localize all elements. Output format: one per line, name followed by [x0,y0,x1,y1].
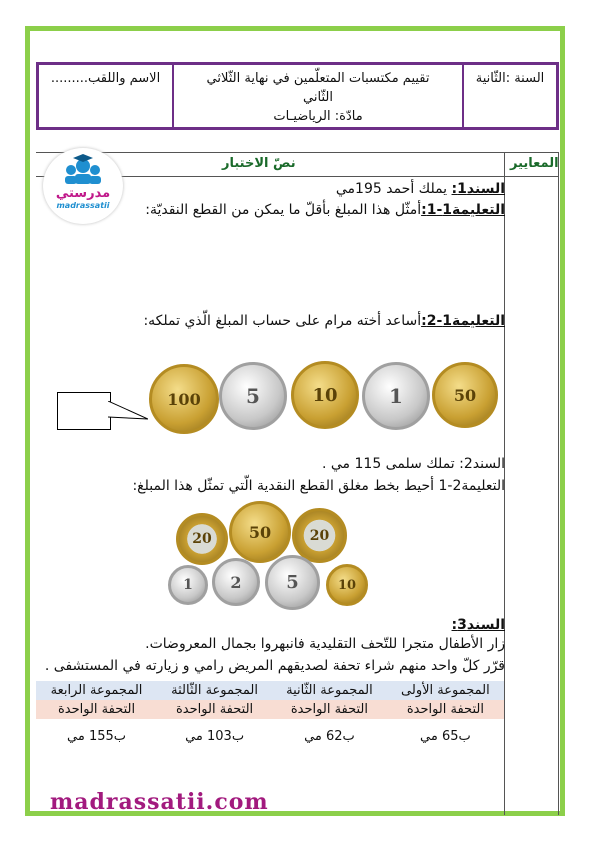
answer-box[interactable] [57,392,111,430]
name-label: الاسم واللقب......... [50,71,161,86]
sanad2-line: السند2: تملك سلمى 115 مي . [321,456,505,472]
group-price: ب155 مي [67,729,127,744]
group-name: المجموعة الثّانية [272,681,387,700]
group-name: المجموعة الرابعة [36,681,157,700]
groups-name-row [36,681,504,700]
sanad1-line [336,181,505,197]
instruction-1-2-label: التعليمة1-2: [421,313,505,329]
coin-1: 1 [168,565,208,605]
groups-price-row [36,719,504,746]
coin-2: 2 [212,558,260,606]
coin-1: 1 [362,362,430,430]
instruction-1-1 [145,202,505,218]
name-cell [39,65,172,127]
callout-pointer-icon [108,401,148,421]
logo-arabic: مدرستي [55,186,111,201]
instruction-1-2 [143,313,505,329]
groups-item-row [36,700,504,719]
footer-url: madrassatii.com [50,789,269,815]
coin-50: 50 [229,501,291,563]
header-table [36,62,559,130]
coin-20: 20 [292,508,347,563]
group-item: التحفة الواحدة [157,700,272,719]
sanad1-label: السند1: [451,181,505,197]
title-line-1: تقييم مكتسبات المتعلّمين في نهاية الثّلاثي [206,71,430,86]
group-item: التحفة الواحدة [272,700,387,719]
group-name: المجموعة الثّالثة [157,681,272,700]
sanad3-line-2: قرّر كلّ واحد منهم شراء تحفة لصديقهم المريض رامي و زيارته في المستشفى . [44,658,505,674]
instruction-2-1: التعليمة2-1 أحيط بخط مغلق القطع النقدية الّتي تمثّل هذا المبلغ: [132,478,505,494]
group-price: ب65 مي [420,729,471,744]
coin-5: 5 [219,362,287,430]
coin-5: 5 [265,555,320,610]
group-price: ب62 مي [304,729,355,744]
group-price: ب103 مي [185,729,245,744]
groups-table [36,681,504,746]
sanad3-label: السند3: [451,617,505,633]
title-line-3: مادّة: الرياضيـات [273,109,363,124]
coin-50: 50 [432,362,498,428]
logo [43,148,123,224]
logo-english: madrassatii [56,201,110,210]
test-text-header: نصّ الاختبار [222,156,296,171]
year-cell [462,65,556,127]
right-border [558,152,559,815]
instruction-1-1-label: التعليمة1-1: [421,202,505,218]
title-cell [172,65,462,127]
instruction-1-2-text: أساعد أخته مرام على حساب المبلغ الّذي تملكه: [143,313,422,329]
year-label: السنة :الثّانية [475,71,545,86]
criteria-header: المعايير [510,156,559,171]
group-name: المجموعة الأولى [387,681,504,700]
coin-10: 10 [326,564,368,606]
instruction-1-1-text: أمثّل هذا المبلغ بأقلّ ما يمكن من القطع النقديّة: [145,202,422,218]
sanad1-text: يملك أحمد 195مي [335,181,452,197]
sanad3-line-1: زار الأطفال متجرا للتّحف التقليدية فانبهروا بجمال المعروضات. [145,636,505,652]
coin-100: 100 [149,364,219,434]
group-item: التحفة الواحدة [387,700,504,719]
title-line-2: الثّاني [303,90,333,105]
coin-20: 20 [176,513,228,565]
group-item: التحفة الواحدة [36,700,157,719]
coin-10: 10 [291,361,359,429]
graduates-icon [61,154,105,186]
